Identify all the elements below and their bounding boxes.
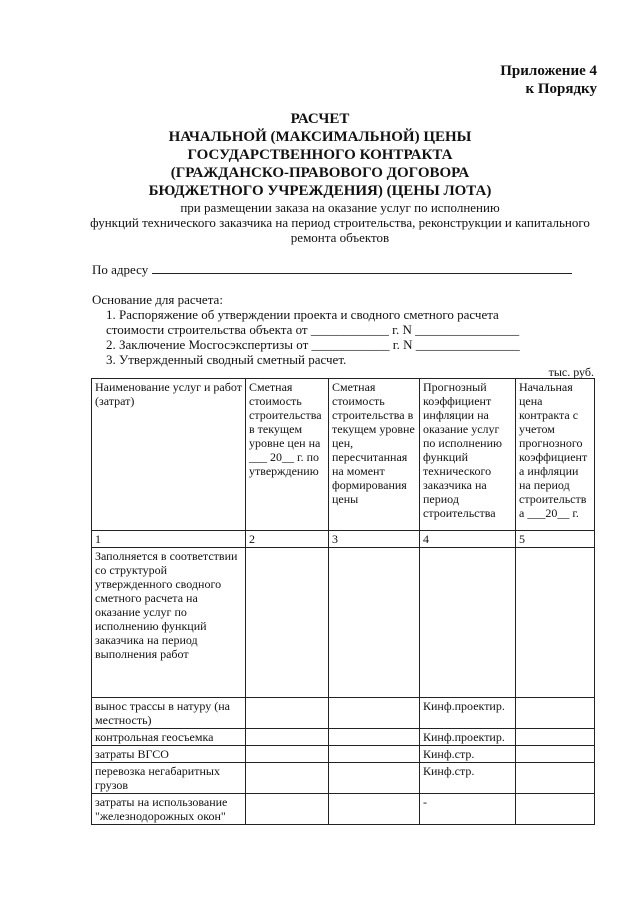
title-line: ГОСУДАРСТВЕННОГО КОНТРАКТА <box>187 147 453 163</box>
table-row <box>92 763 595 794</box>
table-cell <box>329 746 420 763</box>
appendix-reference <box>500 62 597 98</box>
table-cell: вынос трассы в натуру (на местность) <box>92 698 246 729</box>
table-cell <box>516 729 595 746</box>
appendix-number: Приложение 4 <box>500 63 597 79</box>
table-cell <box>516 763 595 794</box>
table-cell: 1 <box>92 531 246 548</box>
table-cell: Сметная стоимость строительства в текущем уровне цен, пересчитанная на момент формирования цены <box>329 379 420 531</box>
table-cell <box>246 763 329 794</box>
table-cell: Кинф.проектир. <box>420 698 516 729</box>
table-cell: 5 <box>516 531 595 548</box>
title-line: (ГРАЖДАНСКО-ПРАВОВОГО ДОГОВОРА <box>170 165 470 181</box>
table-cell <box>516 794 595 825</box>
title-line: НАЧАЛЬНОЙ (МАКСИМАЛЬНОЙ) ЦЕНЫ <box>168 129 472 145</box>
table-row <box>92 698 595 729</box>
table-cell <box>246 698 329 729</box>
table-cell <box>246 729 329 746</box>
table-cell <box>329 763 420 794</box>
table-cell: 2 <box>246 531 329 548</box>
address-blank-line <box>152 263 572 274</box>
table-cell <box>246 548 329 698</box>
table-header-row <box>92 379 595 531</box>
address-label: По адресу <box>92 262 149 277</box>
table-cell: контрольная геосъемка <box>92 729 246 746</box>
basis-heading: Основание для расчета: <box>92 292 223 307</box>
table-row <box>92 794 595 825</box>
table-cell: Кинф.стр. <box>420 763 516 794</box>
basis-item-1-continued: стоимости строительства объекта от ____________ г. N ________________ <box>106 322 520 337</box>
table-cell: Кинф.проектир. <box>420 729 516 746</box>
table-row <box>92 548 595 698</box>
table-cell <box>329 548 420 698</box>
table-cell <box>516 746 595 763</box>
subtitle-line: при размещении заказа на оказание услуг по исполнению <box>180 200 500 215</box>
table-cell: Заполняется в соответствии со структурой утвержденного сводного сметного расчета на оказание услуг по исполнению функций заказчика на период выполнения работ <box>92 548 246 698</box>
document-subtitle <box>80 200 600 245</box>
table-cell: - <box>420 794 516 825</box>
appendix-procedure: к Порядку <box>525 81 597 97</box>
table-cell: Прогнозный коэффициент инфляции на оказание услуг по исполнению функций технического заказчика на период строительства <box>420 379 516 531</box>
table-cell <box>516 548 595 698</box>
table-cell: Кинф.стр. <box>420 746 516 763</box>
table-cell <box>329 794 420 825</box>
table-cell: Наименование услуг и работ (затрат) <box>92 379 246 531</box>
table-cell: 3 <box>329 531 420 548</box>
table-cell: Начальная цена контракта с учетом прогнозного коэффициента инфляции на период строительства ___20__ г. <box>516 379 595 531</box>
table-cell <box>246 794 329 825</box>
table-cell: 4 <box>420 531 516 548</box>
document-title <box>0 110 640 200</box>
currency-unit: тыс. руб. <box>548 365 594 379</box>
title-line: БЮДЖЕТНОГО УЧРЕЖДЕНИЯ) (ЦЕНЫ ЛОТА) <box>148 183 492 199</box>
table-row <box>92 729 595 746</box>
subtitle-line: ремонта объектов <box>290 230 390 245</box>
address-field <box>92 262 572 277</box>
table-cell <box>516 698 595 729</box>
table-cell: затраты ВГСО <box>92 746 246 763</box>
table-cell <box>329 729 420 746</box>
table-cell: Сметная стоимость строительства в текущем уровне цен на ___ 20__ г. по утверждению <box>246 379 329 531</box>
table-row <box>92 746 595 763</box>
table-cell: перевозка негабаритных грузов <box>92 763 246 794</box>
table-column-numbers-row <box>92 531 595 548</box>
basis-item-2: 2. Заключение Мосгосэкспертизы от ____________ г. N ________________ <box>106 337 520 352</box>
subtitle-line: функций технического заказчика на период строительства, реконструкции и капитального <box>90 215 590 230</box>
basis-item-1: 1. Распоряжение об утверждении проекта и сводного сметного расчета <box>106 307 499 322</box>
price-calculation-table <box>91 378 595 825</box>
title-line: РАСЧЕТ <box>290 111 350 127</box>
table-cell <box>420 548 516 698</box>
table-cell <box>329 698 420 729</box>
table-cell: затраты на использование "железнодорожных окон" <box>92 794 246 825</box>
calculation-basis <box>92 292 562 367</box>
table-cell <box>246 746 329 763</box>
basis-item-3: 3. Утвержденный сводный сметный расчет. <box>106 352 347 367</box>
